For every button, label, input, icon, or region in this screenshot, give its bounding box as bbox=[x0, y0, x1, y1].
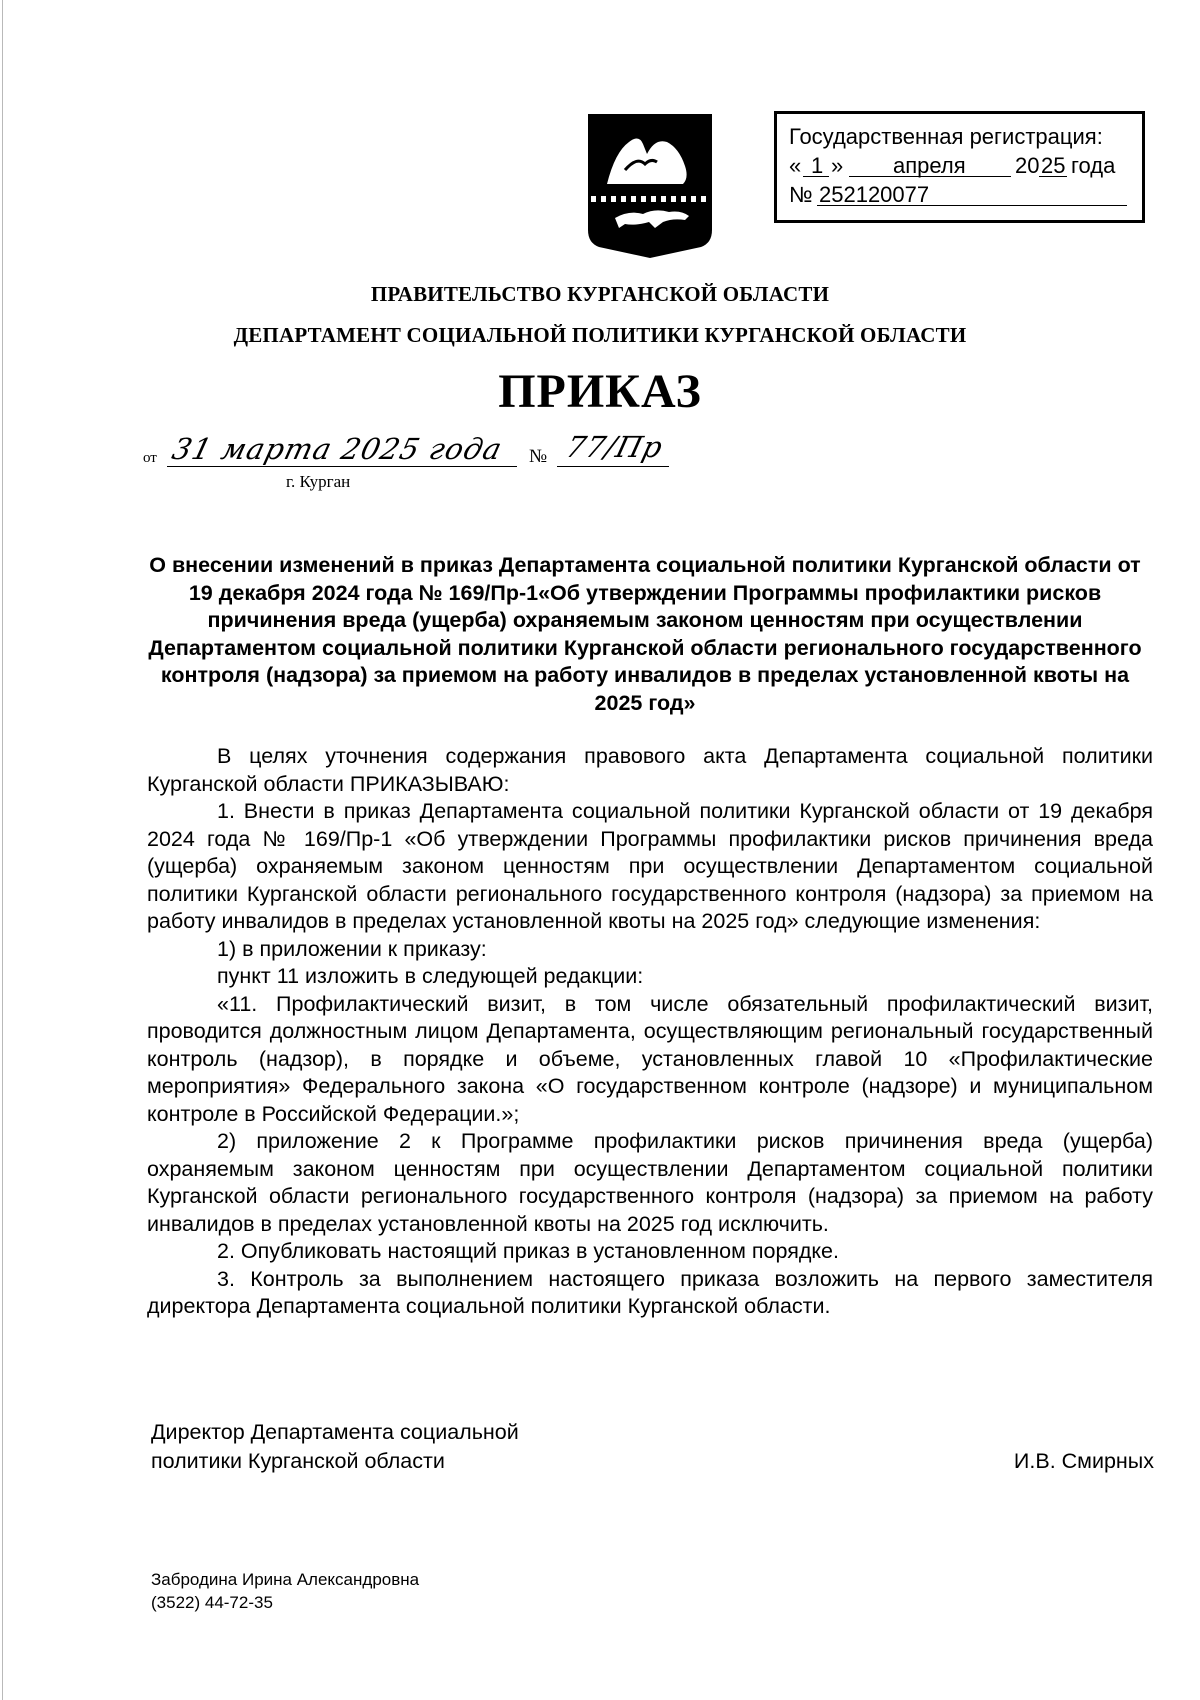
registration-quote-open: « bbox=[789, 153, 802, 178]
document-body bbox=[147, 743, 1153, 1321]
coat-of-arms-icon bbox=[585, 112, 715, 260]
body-paragraph: 2) приложение 2 к Программе профилактики рисков причинения вреда (ущерба) охраняемым законом ценностям при осуществлении Департаментом социальной политики Курганской области регионального государственного контроля (надзора) за приемом на работу инвалидов в пределах установленной квоты на 2025 год исключить. bbox=[147, 1129, 1153, 1236]
registration-number-row bbox=[789, 180, 1130, 209]
executor-info bbox=[151, 1568, 419, 1614]
scan-edge bbox=[2, 0, 3, 1700]
registration-number: 252120077 bbox=[819, 182, 930, 207]
document-type: ПРИКАЗ bbox=[498, 365, 702, 418]
city: г. Курган bbox=[286, 472, 351, 491]
body-paragraph: 1. Внести в приказ Департамента социальной политики Курганской области от 19 декабря 2024 года № 169/Пр-1 «Об утверждении Программы профилактики рисков причинения вреда (ущерба) охраняемым законом ценностям при осуществлении Департаментом социальной политики Курганской области регионального государственного контроля (надзора) за приемом на работу инвалидов в пределах установленной квоты на 2025 год» следующие изменения: bbox=[147, 799, 1153, 933]
handwritten-date: 31 марта 2025 года bbox=[168, 432, 507, 466]
body-paragraph: пункт 11 изложить в следующей редакции: bbox=[217, 964, 644, 988]
registration-stamp bbox=[774, 111, 1145, 223]
handwritten-number: 77/Пр bbox=[562, 430, 667, 464]
department-name: ДЕПАРТАМЕНТ СОЦИАЛЬНОЙ ПОЛИТИКИ КУРГАНСКОЙ ОБЛАСТИ bbox=[233, 323, 967, 347]
body-paragraph: 2. Опубликовать настоящий приказ в установленном порядке. bbox=[217, 1239, 839, 1263]
signature-position-line2: политики Курганской области bbox=[151, 1449, 445, 1473]
date-underline bbox=[167, 466, 517, 467]
registration-month: апреля bbox=[893, 153, 966, 178]
signature-position-line1: Директор Департамента социальной bbox=[151, 1420, 519, 1444]
registration-year-word: года bbox=[1071, 153, 1116, 178]
registration-year-suffix: 25 bbox=[1041, 153, 1066, 178]
registration-day: 1 bbox=[811, 153, 824, 178]
executor-name: Забродина Ирина Александровна bbox=[151, 1570, 420, 1589]
registration-year-prefix: 20 bbox=[1015, 153, 1040, 178]
date-line bbox=[143, 430, 703, 496]
executor-phone: (3522) 44-72-35 bbox=[151, 1593, 273, 1612]
registration-title: Государственная регистрация: bbox=[789, 124, 1103, 149]
body-paragraph: 1) в приложении к приказу: bbox=[217, 936, 487, 961]
from-label: от bbox=[143, 450, 157, 466]
registration-date-row bbox=[789, 151, 1130, 180]
body-paragraph: 3. Контроль за выполнением настоящего приказа возложить на первого заместителя директора Департамента социальной политики Курганской области. bbox=[147, 1266, 1153, 1318]
signature-name: И.В. Смирных bbox=[1013, 1449, 1154, 1473]
body-paragraph: В целях уточнения содержания правового акта Департамента социальной политики Курганской области ПРИКАЗЫВАЮ: bbox=[147, 744, 1153, 796]
signature-position bbox=[151, 1418, 519, 1476]
registration-number-label: № bbox=[789, 182, 813, 207]
registration-quote-close: » bbox=[831, 153, 844, 178]
number-underline-line bbox=[557, 466, 669, 467]
body-paragraph: «11. Профилактический визит, в том числе обязательный профилактический визит, проводится должностным лицом Департамента, осуществляющим региональный государственный контроль (надзор), в порядке и объеме, установленных главой 10 «Профилактические мероприятия» Федерального закона «О государственном контроле (надзоре) и муниципальном контроле в Российской Федерации.»; bbox=[147, 991, 1153, 1126]
government-name: ПРАВИТЕЛЬСТВО КУРГАНСКОЙ ОБЛАСТИ bbox=[370, 282, 830, 306]
document-title: О внесении изменений в приказ Департамента социальной политики Курганской области от 19 декабря 2024 года № 169/Пр-1«Об утверждении Программы профилактики рисков причинения вреда (ущерба) охраняемым законом ценностям при осуществлении Департаментом социальной политики Курганской области регионального государственного контроля (надзора) за приемом на работу инвалидов в пределах установленной квоты на 2025 год» bbox=[148, 553, 1142, 715]
number-label: № bbox=[529, 446, 548, 467]
